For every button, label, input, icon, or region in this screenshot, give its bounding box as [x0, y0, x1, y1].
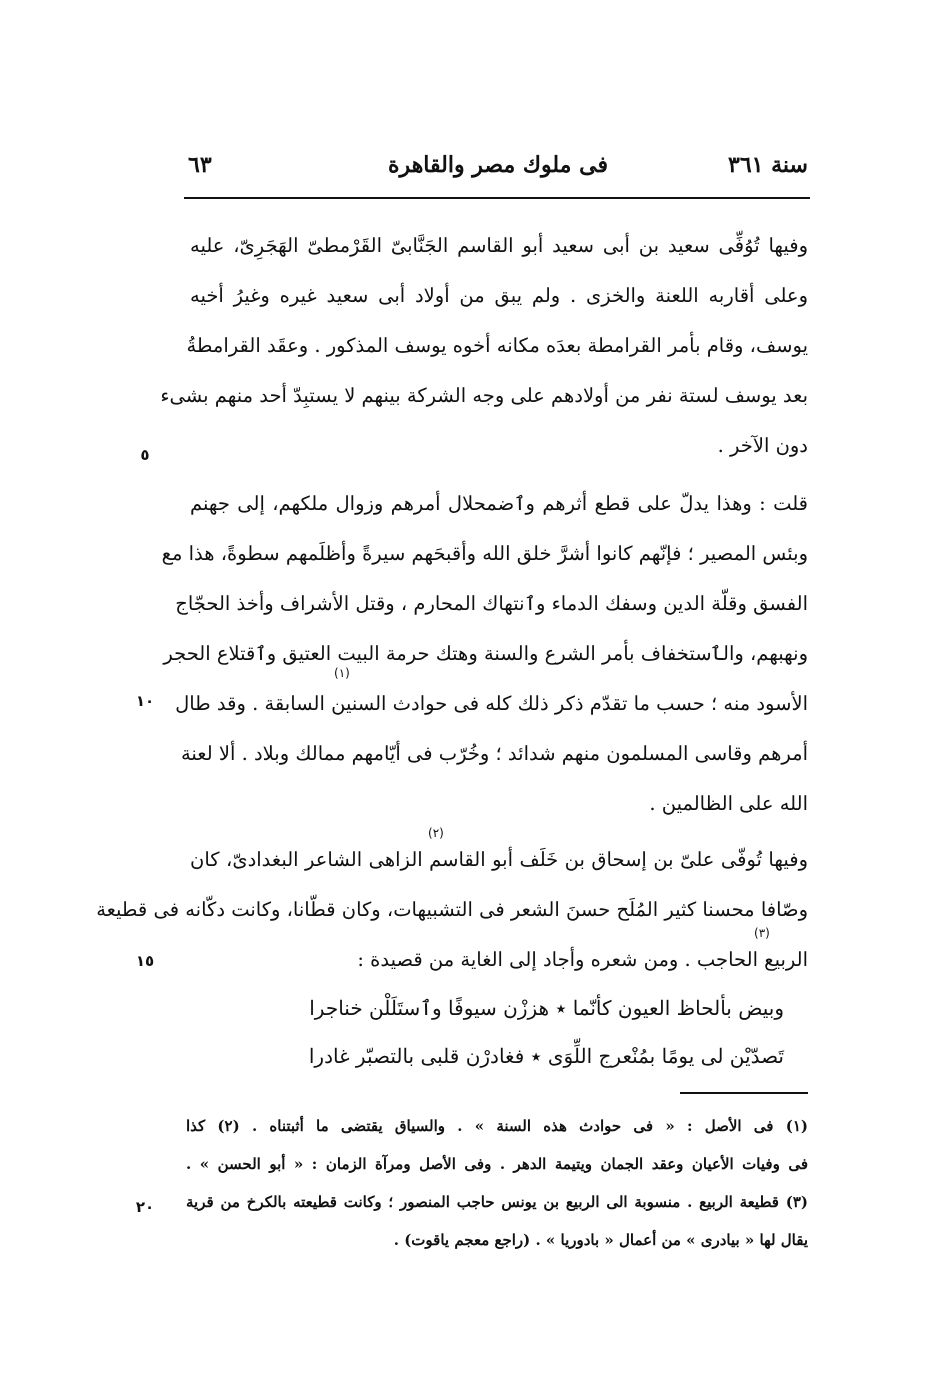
page-number: ٦٣: [188, 152, 212, 178]
margin-line-number: ٥: [140, 446, 150, 464]
note-mark-3: (٣): [754, 926, 770, 940]
text-line: وفيها تُوفّى علىّ بن إسحاق بن خَلَف أبو القاسم الزاهى الشاعر البغدادىّ، كان: [190, 848, 808, 871]
text-line: وعلى أقاربه اللعنة والخزى . ولم يبق من أولاد أبى سعيد غيره وغيرُ أخيه: [190, 284, 808, 307]
footnote-line: يقال لها « بيادرى » من أعمال « بادوريا » . (راجع معجم ياقوت) .: [393, 1231, 808, 1249]
text-line: الربيع الحاجب . ومن شعره وأجاد إلى الغاية من قصيدة :: [357, 948, 808, 971]
text-line: الفسق وقلّة الدين وسفك الدماء وٱنتهاك المحارم ، وقتل الأشراف وأخذ الحجّاج: [175, 592, 808, 615]
text-line: وبئس المصير ؛ فإنّهم كانوا أشرَّ خلق الله وأقبحَهم سيرةً وأظلَمهم سطوةً، هذا مع: [161, 542, 808, 565]
footnote-line: (٣) قطيعة الربيع . منسوبة الى الربيع بن يونس حاجب المنصور ؛ وكانت قطيعته بالكرخ من قرية: [186, 1193, 808, 1211]
margin-line-number: ١٥: [135, 952, 155, 970]
note-mark-1: (١): [334, 666, 350, 680]
text-line: أمرهم وقاسى المسلمون منهم شدائد ؛ وخُرّب فى أيّامهم ممالك وبلاد . ألا لعنة: [180, 742, 808, 765]
footnote-line: (١) فى الأصل : « فى حوادث هذه السنة » . والسياق يقتضى ما أثبتناه . (٢) كذا: [186, 1117, 808, 1135]
text-line: يوسف، وقام بأمر القرامطة بعدَه مكانه أخوه يوسف المذكور . وعقَد القرامطةُ: [186, 334, 808, 357]
margin-line-number: ٢٠: [135, 1198, 155, 1216]
text-line: الأسود منه ؛ حسب ما تقدّم ذكر ذلك كله فى حوادث السنين السابقة . وقد طال: [175, 692, 808, 715]
footnote-rule: [680, 1092, 808, 1094]
text-line: ونهبهم، والٱستخفاف بأمر الشرع والسنة وهتك حرمة البيت العتيق وٱقتلاع الحجر: [163, 642, 808, 665]
poem-verse: وبيض بألحاظ العيون كأنّما ٭ هززْن سيوفًا وٱستَلَلْن خناجرا: [309, 996, 784, 1020]
margin-line-number: ١٠: [135, 692, 155, 710]
poem-verse: تَصدّيْن لى يومًا بمُنْعرج اللِّوَى ٭ فغادرْن قلبى بالتصبّر غادرا: [308, 1044, 784, 1068]
header-title: فى ملوك مصر والقاهرة: [388, 152, 608, 178]
text-line: قلت : وهذا يدلّ على قطع أثرهم وٱضمحلال أمرهم وزوال ملكهم، إلى جهنم: [190, 492, 808, 515]
text-line: الله على الظالمين .: [649, 792, 808, 815]
text-line: وصّافا محسنا كثير المُلَح حسنَ الشعر فى التشبيهات، وكان قطّانا، وكانت دكّانه فى قطيعة: [96, 898, 808, 921]
text-line: دون الآخر .: [717, 434, 808, 457]
text-line: بعد يوسف لستة نفر من أولادهم على وجه الشركة بينهم لا يستبِدّ أحد منهم بشىء: [160, 384, 808, 407]
header-year: سنة ٣٦١: [728, 152, 808, 178]
footnote-line: فى وفيات الأعيان وعقد الجمان ويتيمة الدهر . وفى الأصل ومرآة الزمان : « أبو الحسن » .: [186, 1155, 808, 1173]
note-mark-2: (٢): [428, 826, 444, 840]
text-line: وفيها تُوُفِّى سعيد بن أبى سعيد أبو القاسم الجَنَّابىّ القَرْمطىّ الهَجَرِىّ، عليه: [190, 234, 808, 257]
